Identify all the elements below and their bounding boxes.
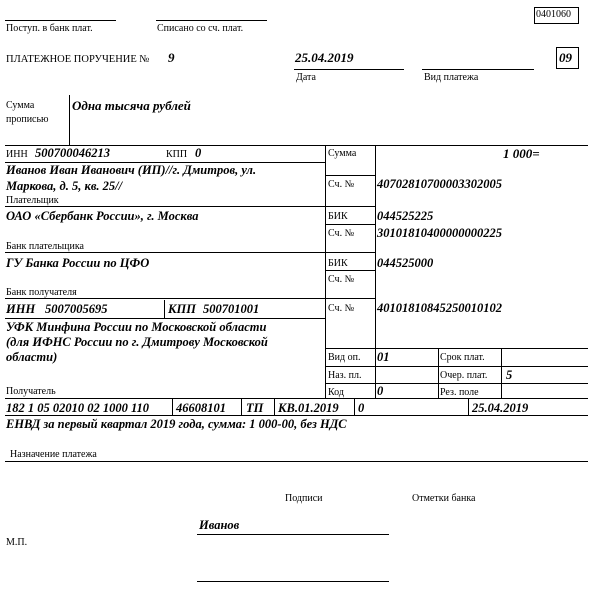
order-number: 9 [168, 50, 175, 65]
reserve-label: Рез. поле [440, 387, 479, 398]
grid-vline-op-term [438, 348, 439, 398]
payment-purpose-label: Назначение платежа [10, 449, 97, 460]
payer-kpp-label: КПП [166, 149, 188, 160]
payee-name-line-1: УФК Минфина России по Московской области [6, 320, 267, 334]
grid-vline-mid [325, 145, 326, 398]
date-label: Дата [296, 72, 316, 83]
amount-words-label-2: прописью [6, 114, 49, 125]
grid-line-payee-bank [5, 298, 375, 299]
payer-bank-bik-label: БИК [328, 211, 348, 222]
tax-basis: ТП [246, 401, 264, 415]
payment-amount: 1 000= [503, 146, 540, 161]
stamp-label: М.П. [6, 537, 28, 548]
payer-name-line-2: Маркова, д. 5, кв. 25// [6, 179, 123, 193]
grid-line-purpose-code [325, 366, 588, 367]
status-code: 09 [559, 50, 572, 65]
payment-purpose: ЕНВД за первый квартал 2019 года, сумма: 1 000-00, без НДС [6, 417, 347, 431]
code: 0 [377, 384, 384, 398]
payer-bank-role-label: Банк плательщика [6, 241, 84, 252]
grid-line-bik1 [325, 224, 375, 225]
signature-line-1 [197, 534, 389, 535]
payer-role-label: Плательщик [6, 195, 59, 206]
grid-vline-term-value [501, 348, 502, 398]
op-type: 01 [377, 350, 390, 364]
payee-role-label: Получатель [6, 386, 56, 397]
payer-account: 40702810700003302005 [377, 177, 502, 191]
tax-sep-5 [468, 398, 469, 415]
code-label: Код [328, 387, 344, 398]
payee-bank-bik-label: БИК [328, 258, 348, 269]
amount-words-label-1: Сумма [6, 100, 35, 111]
purpose-code-label: Наз. пл. [328, 370, 362, 381]
signatures-label: Подписи [285, 493, 323, 504]
tax-sep-2 [241, 398, 242, 415]
debited-label: Списано со сч. плат. [157, 23, 244, 34]
signature-name: Иванов [199, 518, 240, 532]
amount-in-words: Одна тысяча рублей [72, 98, 191, 113]
grid-line-amount [325, 175, 375, 176]
form-code: 0401060 [536, 9, 571, 20]
payer-account-label: Сч. № [328, 179, 355, 190]
payee-name-line-2: (для ИФНС России по г. Дмитрову Московской [6, 335, 268, 349]
grid-line-payee-inn [5, 318, 325, 319]
date-line [294, 69, 404, 70]
payee-kpp: 500701001 [203, 302, 260, 316]
received-label: Поступ. в банк плат. [6, 23, 93, 34]
tax-sep-3 [274, 398, 275, 415]
grid-line-payer [5, 206, 375, 207]
tax-sep-1 [172, 398, 173, 415]
payment-type-line [422, 69, 534, 70]
payee-account-label: Сч. № [328, 303, 355, 314]
grid-line-payer-bank [5, 252, 375, 253]
payee-bank-name: ГУ Банка России по ЦФО [6, 256, 150, 270]
payee-kpp-label: КПП [168, 302, 196, 316]
op-type-label: Вид оп. [328, 352, 361, 363]
payer-bank-corr-account: 30101810400000000225 [377, 226, 502, 240]
grid-line-bik2 [325, 270, 375, 271]
oktmo: 46608101 [176, 401, 226, 415]
payee-bank-bik: 044525000 [377, 256, 434, 270]
debited-date-line [156, 20, 267, 21]
grid-vline-inn-kpp [164, 300, 165, 318]
payer-bank-name: ОАО «Сбербанк России», г. Москва [6, 209, 199, 223]
pay-term-label: Срок плат. [440, 352, 485, 363]
priority-label: Очер. плат. [440, 370, 488, 381]
order-title: ПЛАТЕЖНОЕ ПОРУЧЕНИЕ № [6, 54, 150, 65]
grid-line-op [325, 348, 588, 349]
payee-name-line-3: области) [6, 350, 58, 364]
bank-marks-label: Отметки банка [412, 493, 476, 504]
grid-vline-right [375, 145, 376, 398]
payer-inn-label: ИНН [6, 149, 28, 160]
grid-line-purpose [5, 461, 588, 462]
payment-type-label: Вид платежа [424, 72, 479, 83]
payee-account: 40101810845250010102 [377, 301, 502, 315]
tax-doc-number: 0 [358, 401, 365, 415]
signature-line-2 [197, 581, 389, 582]
grid-line-code [325, 383, 588, 384]
priority: 5 [506, 368, 513, 382]
payee-inn: 5007005695 [45, 302, 108, 316]
payer-name-line-1: Иванов Иван Иванович (ИП)//г. Дмитров, ул. [6, 163, 257, 177]
order-date: 25.04.2019 [295, 50, 354, 65]
amount-words-divider [69, 95, 70, 145]
grid-line-payee [5, 398, 588, 399]
payer-inn: 500700046213 [35, 146, 110, 160]
payer-kpp: 0 [195, 146, 202, 160]
payer-bank-bik: 044525225 [377, 209, 434, 223]
payee-inn-label: ИНН [6, 302, 36, 316]
payer-bank-corr-label: Сч. № [328, 228, 355, 239]
tax-sep-4 [354, 398, 355, 415]
payee-bank-corr-label: Сч. № [328, 274, 355, 285]
kbk: 182 1 05 02010 02 1000 110 [6, 401, 150, 415]
received-date-line [5, 20, 116, 21]
payee-bank-role-label: Банк получателя [6, 287, 77, 298]
tax-period: КВ.01.2019 [278, 401, 339, 415]
tax-doc-date: 25.04.2019 [472, 401, 529, 415]
amount-label: Сумма [328, 148, 357, 159]
